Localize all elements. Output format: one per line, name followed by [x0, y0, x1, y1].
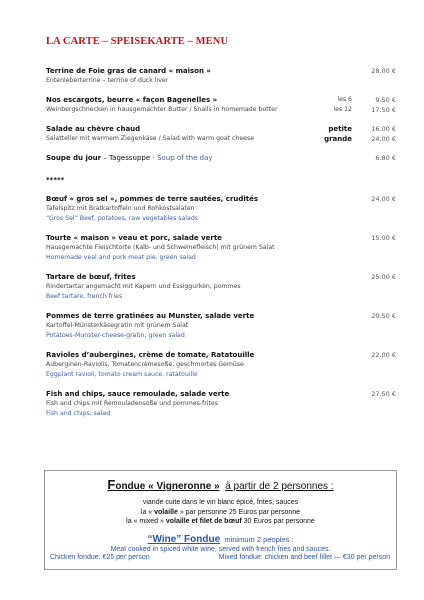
- fondue-title-rest: ondue « Vigneronne »: [115, 481, 220, 492]
- fondue-en-prices: [45, 554, 396, 563]
- text-fragment: 30 Euros par personne: [241, 518, 315, 525]
- dish-translation-en: Beef tartare, french fries: [46, 293, 123, 300]
- fondue-en-min: minimum 2 peoples :: [224, 534, 294, 544]
- dish-price: 9.50 €: [375, 96, 396, 104]
- fondue-en-name: “Wine” Fondue: [147, 533, 221, 545]
- fondue-en-desc: Meat cooked in spiced white wine, served with french fries and sauces.: [110, 545, 331, 553]
- menu-item-soupe: [46, 153, 396, 163]
- fondue-title-initial: F: [107, 477, 116, 492]
- menu-item-tourte: [46, 233, 396, 263]
- dish-price: 20.50 €: [371, 312, 396, 320]
- dish-price: 24.00 €: [371, 195, 396, 203]
- dish-name: Salade au chèvre chaud: [46, 125, 141, 133]
- dish-name: Tourte « maison » veau et porc, salade verte: [46, 234, 222, 242]
- fondue-min-persons: à partir de 2 personnes :: [225, 481, 334, 492]
- dish-price: 22.00 €: [371, 351, 396, 359]
- dish-translation: Salatteller mit warmem Ziegenkäse / Salad with warm goat cheese: [46, 135, 254, 142]
- menu-list: [46, 66, 396, 428]
- dish-name: Bœuf « gros sel », pommes de terre sautées, crudités: [46, 195, 259, 203]
- dish-price: 15.00 €: [371, 234, 396, 242]
- text-fragment: » par personne 25 Euros par personne: [177, 508, 301, 516]
- dish-translation-de: Fish and chips mit Remouladensoße und pommes-frites: [46, 400, 218, 407]
- menu-item-fish-chips: [46, 389, 396, 419]
- section-divider: [46, 172, 396, 182]
- dish-price: 16.00 €: [371, 125, 396, 133]
- stars-divider: *****: [46, 176, 65, 184]
- dish-name: Tartare de bœuf, frites: [46, 273, 136, 281]
- menu-item-escargots: [46, 95, 396, 115]
- fondue-desc: viande cuite dans le vin blanc épicé, frites, sauces: [142, 499, 299, 506]
- fondue-box: [44, 470, 397, 570]
- dish-translation-en: “Gros Sel” Beef, potatoes, raw vegetables salads: [46, 215, 198, 222]
- fondue-title-name: [107, 477, 220, 492]
- dish-name: Pommes de terre gratinées au Munster, salade verte: [46, 312, 255, 320]
- dish-translation: Weinbergschnecken in hausgemachter Butter / Snails in homemade butter: [46, 106, 278, 113]
- dish-price: 25.00 €: [371, 273, 396, 281]
- dish-name: [46, 153, 213, 163]
- menu-item-ravioles: [46, 350, 396, 380]
- fondue-en-chicken: Chicken fondue: €25 per person: [50, 553, 150, 561]
- dish-name: Fish and chips, sauce remoulade, salade verte: [46, 390, 230, 398]
- dish-price: 17.50 €: [371, 106, 396, 114]
- fondue-title-suffix: [222, 481, 333, 492]
- portion-label: les 6: [337, 96, 352, 103]
- dish-name-fr: Soupe du jour: [46, 154, 102, 162]
- dish-translation-de: Rindertartar angemacht mit Kapern und Essiggurken, pommes: [46, 283, 241, 290]
- text-bold: volaille et filet de bœuf: [165, 518, 242, 525]
- dish-translation-en: Eggplant ravioli, tomato cream sauce, ratatouille: [46, 371, 198, 378]
- dish-translation-de: Hausgemachte Fleischtorte (Kalb- und Schweinefleisch) mit grünem Salat: [46, 244, 275, 251]
- dish-price: 6.80 €: [375, 154, 396, 162]
- dish-name-en: - Soup of the day: [150, 154, 213, 162]
- dish-translation-de: Auberginen-Raviolis, Tomatencrèmesoße, geschmortes Gemüse: [46, 361, 244, 368]
- menu-item-foie-gras: [46, 66, 396, 86]
- dish-name: Ravioles d’aubergines, crème de tomate, Ratatouille: [46, 351, 255, 359]
- fondue-volaille-price: [45, 508, 396, 518]
- dish-translation-en: Fish and chips, salad: [46, 410, 111, 417]
- dish-translation-de: Tafelspitz mit Bratkartoffeln und Rohkostsalaten: [46, 205, 195, 212]
- dish-translation: Entenleberterrine – terrine of duck liver: [46, 77, 169, 84]
- dish-name: Nos escargots, beurre « façon Bagenelles »: [46, 96, 218, 104]
- page-title: LA CARTE – SPEISEKARTE – MENU: [46, 36, 229, 47]
- fondue-en-title: [45, 534, 396, 545]
- dish-translation-en: Homemade veal and pork meat pie, green salad: [46, 254, 196, 261]
- menu-item-gratin-munster: [46, 311, 396, 341]
- text-fragment: la « mixed »: [126, 518, 166, 525]
- dish-price: 24.00 €: [371, 135, 396, 143]
- fondue-en-mixed: Mixed fondue: chicken and beef fillet — €30 per person: [218, 553, 390, 561]
- portion-label: grande: [324, 135, 352, 143]
- dish-name: Terrine de Foie gras de canard « maison »: [46, 67, 211, 75]
- dish-translation-de: Kartoffel-Münsterkäsegratin mit grünem Salat: [46, 322, 189, 329]
- text-fragment: la «: [140, 508, 155, 516]
- menu-item-salade-chevre: [46, 124, 396, 144]
- menu-item-boeuf-gros-sel: [46, 194, 396, 224]
- menu-item-tartare: [46, 272, 396, 302]
- dish-price: 27.50 €: [371, 390, 396, 398]
- dish-price: 28.00 €: [371, 67, 396, 75]
- text-bold: volaille: [154, 508, 178, 516]
- fondue-mixed-price: [45, 517, 396, 527]
- portion-label: les 12: [333, 106, 352, 113]
- dish-name-de: – Tagessuppe: [101, 154, 151, 162]
- portion-label: petite: [328, 125, 352, 133]
- fondue-title: [45, 477, 396, 492]
- dish-translation-en: Potatoes-Munster-cheese-gratin, green salad: [46, 332, 185, 339]
